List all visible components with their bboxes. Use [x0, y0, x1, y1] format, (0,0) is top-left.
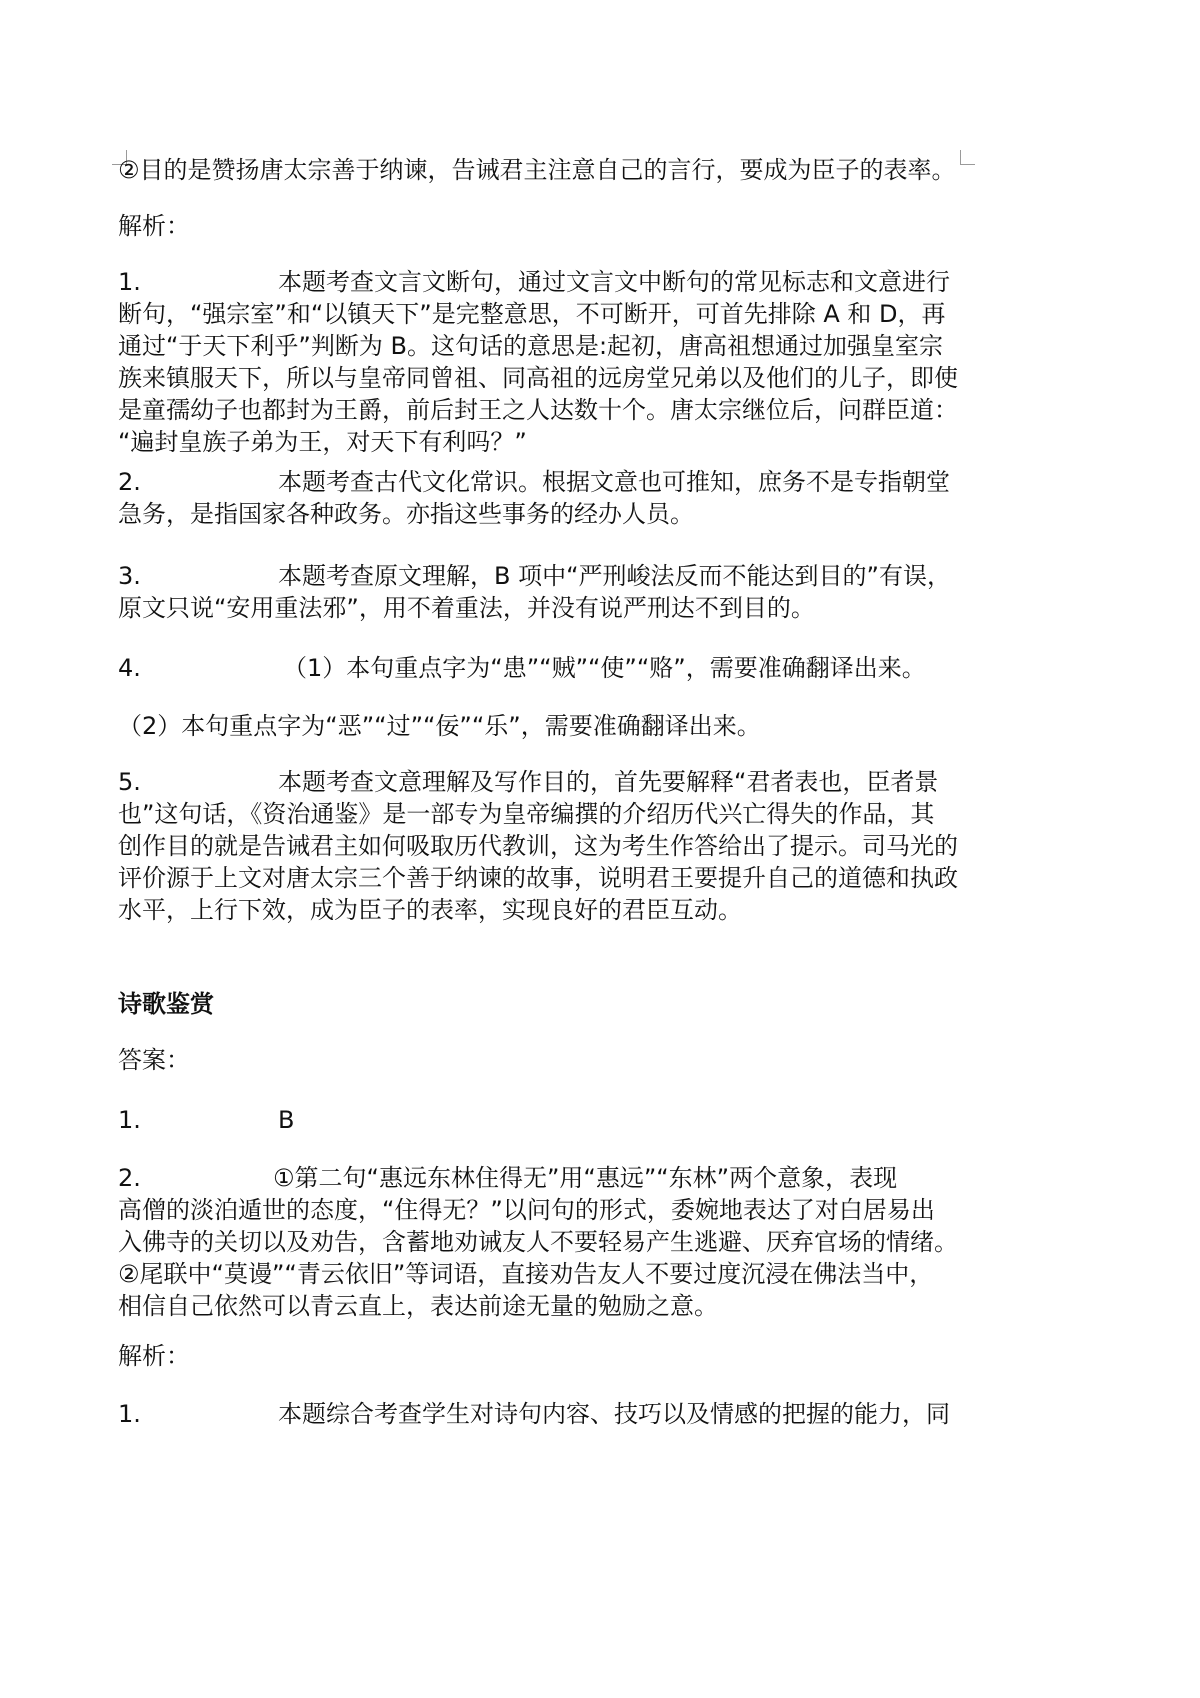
item-number: 1.	[118, 1400, 141, 1428]
item-text: 本题考查文言文断句，通过文言文中断句的常见标志和文意进行	[278, 268, 950, 296]
answer-line: 入佛寺的关切以及劝告，含蓄地劝诫友人不要轻易产生逃避、厌弃官场的情绪。	[118, 1228, 958, 1256]
poetry-analysis-label	[118, 1340, 964, 1372]
analysis-item-line: 评价源于上文对唐太宗三个善于纳谏的故事，说明君王要提升自己的道德和执政	[118, 864, 958, 892]
analysis-item-line	[118, 560, 964, 592]
section-heading-poetry	[118, 988, 964, 1020]
analysis-item-line: 急务，是指国家各种政务。亦指这些事务的经办人员。	[118, 500, 694, 528]
analysis-item-5	[118, 766, 964, 926]
item-number: 5.	[118, 768, 141, 796]
item-text: 本题考查古代文化常识。根据文意也可推知，庶务不是专指朝堂	[278, 468, 950, 496]
poetry-answer-2	[118, 1162, 964, 1322]
answer-line	[118, 1104, 964, 1136]
analysis-item-line: （2）本句重点字为“恶”“过”“佞”“乐”，需要准确翻译出来。	[118, 712, 761, 740]
answer-label	[118, 1044, 964, 1076]
item-text: （1）本句重点字为“患”“贼”“使”“赂”，需要准确翻译出来。	[283, 654, 926, 682]
analysis-label-text: 解析：	[118, 212, 190, 240]
item-number: 2.	[118, 1164, 141, 1192]
analysis-item-line	[118, 652, 964, 684]
item-text: ①第二句“惠远东林住得无”用“惠远”“东林”两个意象，表现	[273, 1164, 898, 1192]
analysis-label	[118, 210, 964, 242]
analysis-item-line	[118, 1398, 964, 1430]
analysis-item-line	[118, 266, 964, 298]
analysis-item-line: 断句，“强宗室”和“以镇天下”是完整意思，不可断开，可首先排除 A 和 D，再	[118, 300, 946, 328]
answer-line: ②尾联中“莫谩”“青云依旧”等词语，直接劝告友人不要过度沉浸在佛法当中，	[118, 1260, 934, 1288]
analysis-item-line	[118, 766, 964, 798]
item-text: 本题考查文意理解及写作目的，首先要解释“君者表也，臣者景	[278, 768, 939, 796]
analysis-item-line	[118, 466, 964, 498]
item-number: 1.	[118, 268, 141, 296]
analysis-item-line: 通过“于天下利乎”判断为 B。这句话的意思是:起初，唐高祖想通过加强皇室宗	[118, 332, 944, 360]
section-heading-text: 诗歌鉴赏	[118, 990, 214, 1018]
poetry-answer-1	[118, 1104, 964, 1136]
item-number: 2.	[118, 468, 141, 496]
poetry-analysis-1	[118, 1398, 964, 1430]
item-number: 3.	[118, 562, 141, 590]
analysis-item-2	[118, 466, 964, 530]
analysis-item-line: 原文只说“安用重法邪”，用不着重法，并没有说严刑达不到目的。	[118, 594, 815, 622]
analysis-item-4	[118, 652, 964, 684]
answer-line: ②目的是赞扬唐太宗善于纳谏，告诫君主注意自己的言行，要成为臣子的表率。	[118, 156, 956, 184]
analysis-item-line: 也”这句话，《资治通鉴》是一部专为皇帝编撰的介绍历代兴亡得失的作品，其	[118, 800, 935, 828]
analysis-item-4-extra	[118, 710, 964, 742]
answer-line: 相信自己依然可以青云直上，表达前途无量的勉励之意。	[118, 1292, 718, 1320]
item-text: B	[278, 1106, 295, 1134]
reading-answer-tail	[118, 154, 964, 186]
analysis-label-text: 解析：	[118, 1342, 190, 1370]
analysis-item-3	[118, 560, 964, 624]
item-number: 4.	[118, 654, 141, 682]
analysis-item-1	[118, 266, 964, 458]
item-text: 本题考查原文理解，B 项中“严刑峻法反而不能达到目的”有误，	[278, 562, 951, 590]
item-number: 1.	[118, 1106, 141, 1134]
analysis-item-line: “遍封皇族子弟为王，对天下有利吗？”	[118, 428, 527, 456]
analysis-item-line: 创作目的就是告诫君主如何吸取历代教训，这为考生作答给出了提示。司马光的	[118, 832, 958, 860]
answer-line: 高僧的淡泊遁世的态度，“住得无？”以问句的形式，委婉地表达了对白居易出	[118, 1196, 935, 1224]
analysis-item-line: 是童孺幼子也都封为王爵，前后封王之人达数十个。唐太宗继位后，问群臣道：	[118, 396, 958, 424]
answer-line	[118, 1162, 964, 1194]
analysis-item-line: 水平，上行下效，成为臣子的表率，实现良好的君臣互动。	[118, 896, 742, 924]
analysis-item-line: 族来镇服天下，所以与皇帝同曾祖、同高祖的远房堂兄弟以及他们的儿子，即使	[118, 364, 958, 392]
item-text: 本题综合考查学生对诗句内容、技巧以及情感的把握的能力，同	[278, 1400, 950, 1428]
answer-label-text: 答案：	[118, 1046, 190, 1074]
